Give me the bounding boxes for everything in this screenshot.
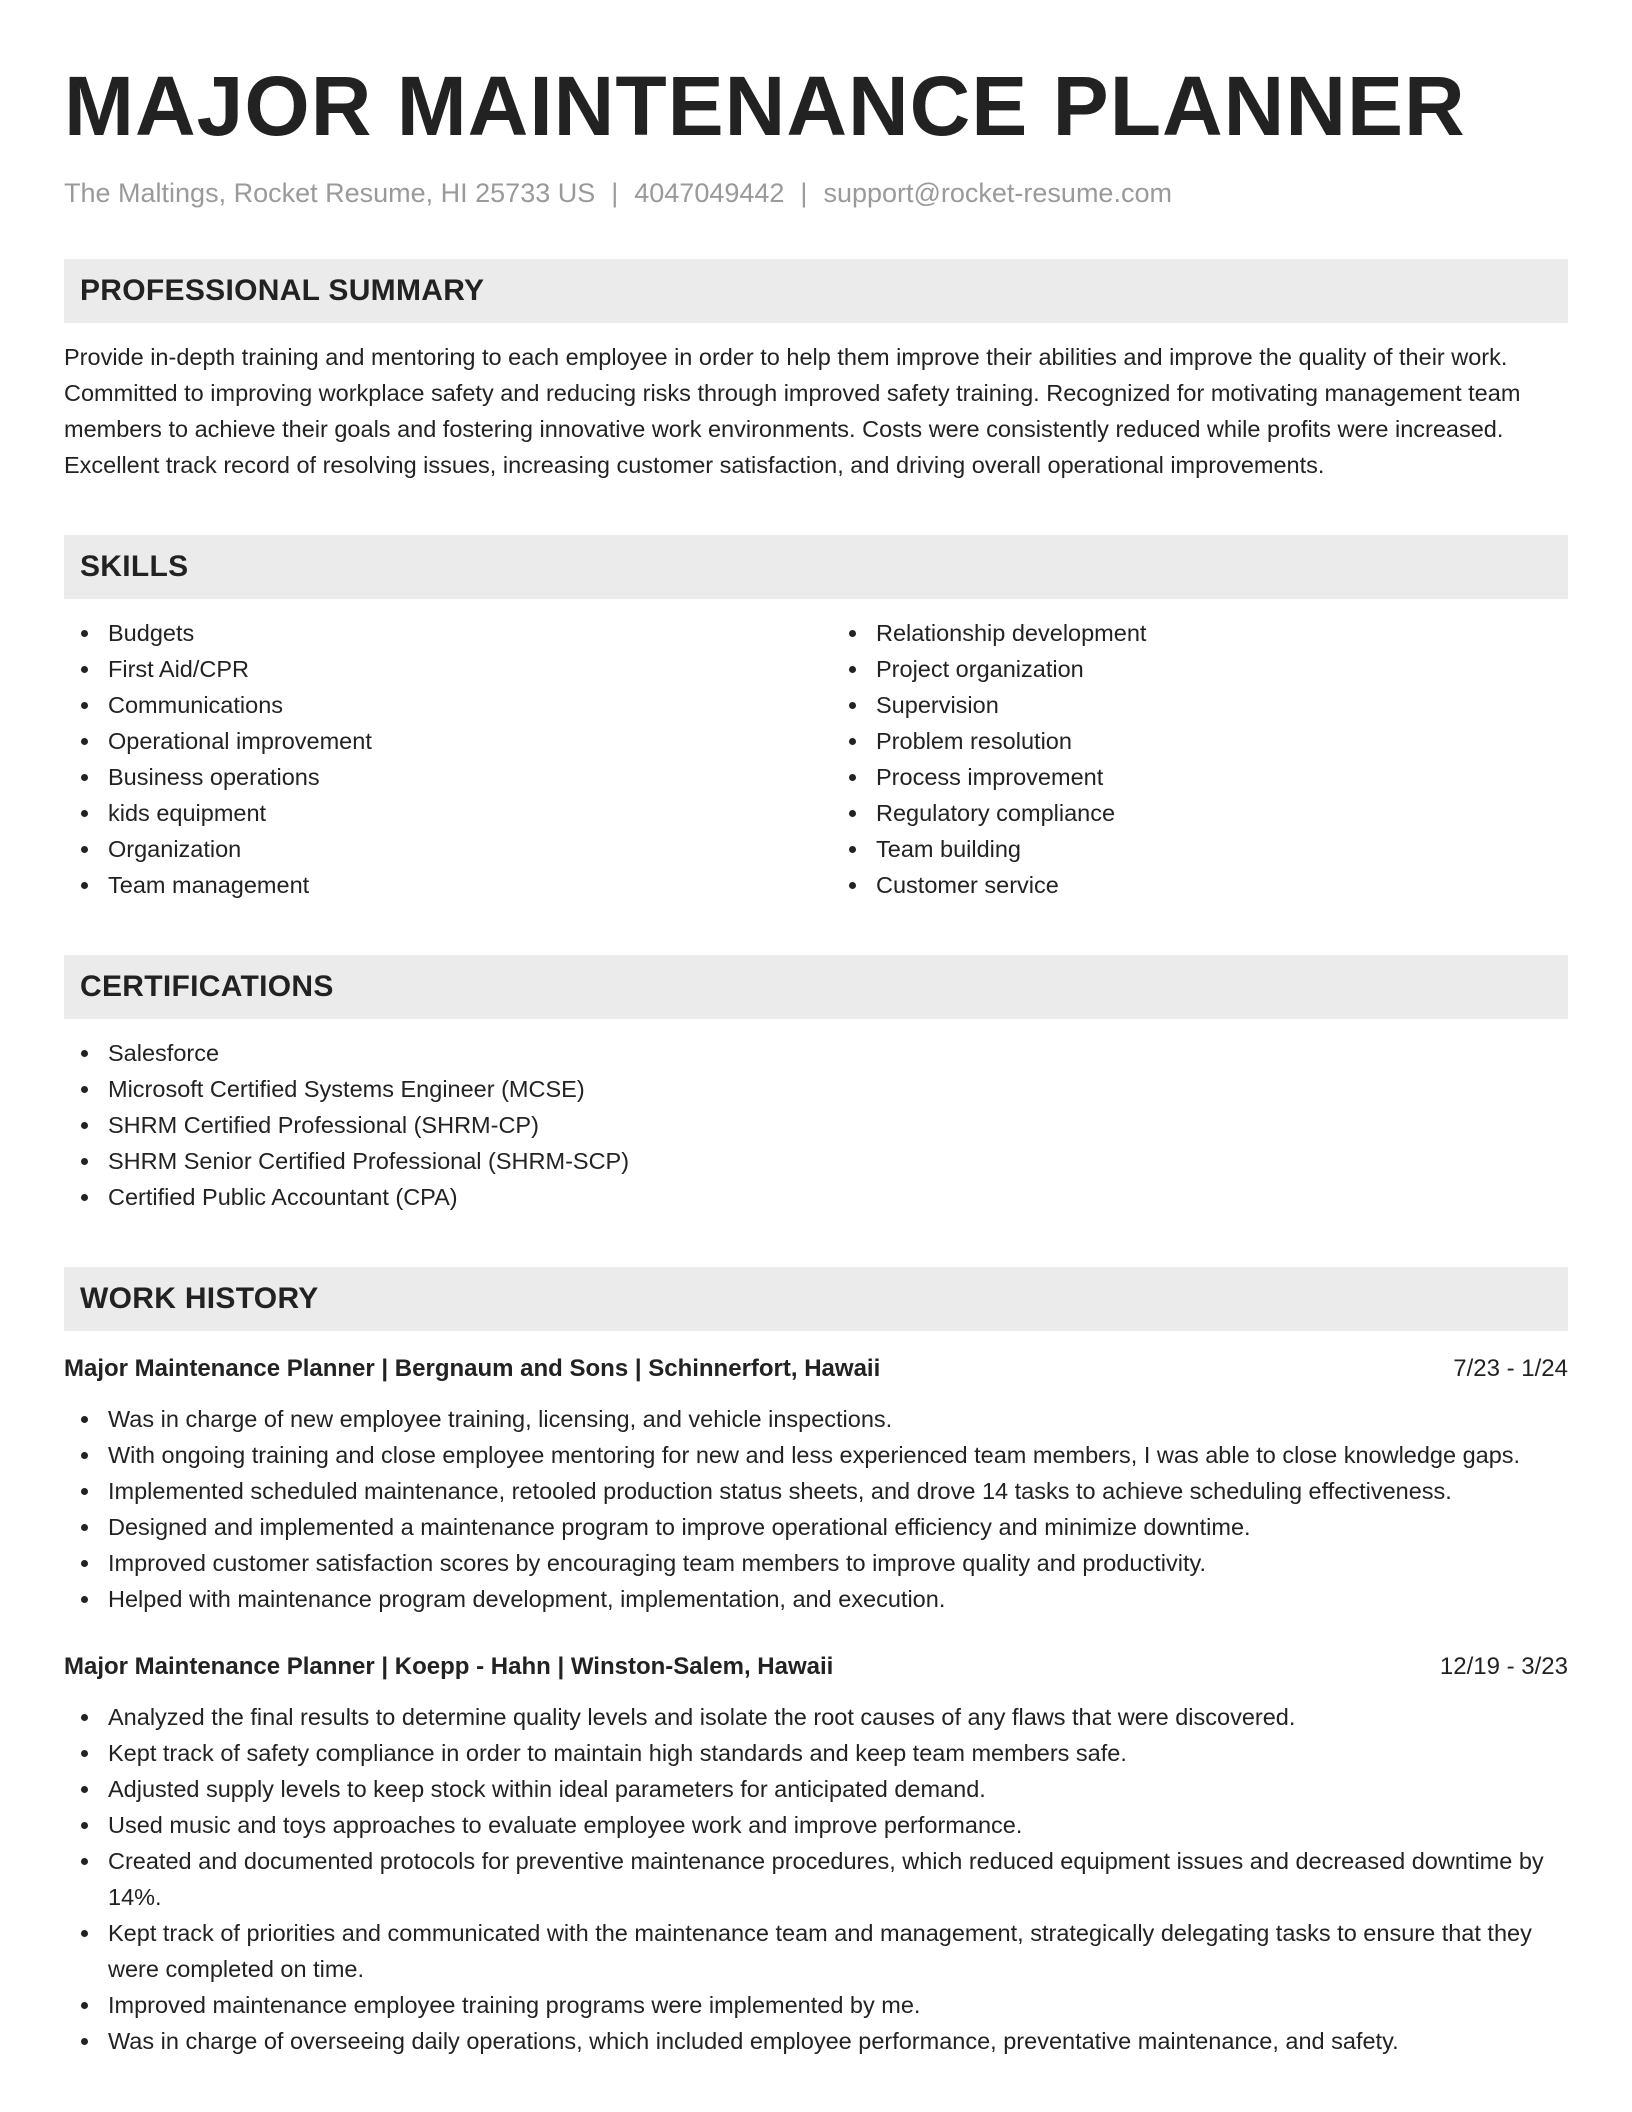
job-duty-item: Helped with maintenance program development, implementation, and execution. (64, 1581, 1568, 1617)
job-duties-list (64, 1401, 1568, 1617)
job-header (64, 1649, 1568, 1685)
skills-list (64, 615, 1568, 903)
job-entry (64, 1351, 1568, 1617)
certifications-section-header (64, 955, 1568, 1019)
work-history-section-header (64, 1267, 1568, 1331)
work-history-section-title: WORK HISTORY (80, 1282, 319, 1315)
job-duty-item: Was in charge of overseeing daily operations, which included employee performance, preventative maintenance, and safety. (64, 2023, 1568, 2059)
contact-phone: 4047049442 (634, 178, 785, 208)
skills-section-header (64, 535, 1568, 599)
job-dates: 7/23 - 1/24 (1453, 1355, 1568, 1382)
job-duty-item: Designed and implemented a maintenance program to improve operational efficiency and minimize downtime. (64, 1509, 1568, 1545)
skill-item: Supervision (832, 687, 1568, 723)
skill-item: Communications (64, 687, 816, 723)
job-header (64, 1351, 1568, 1387)
certification-item: SHRM Senior Certified Professional (SHRM-SCP) (64, 1143, 1568, 1179)
job-duty-item: Improved customer satisfaction scores by encouraging team members to improve quality and productivity. (64, 1545, 1568, 1581)
skill-item: Organization (64, 831, 816, 867)
contact-line (64, 178, 1568, 209)
skills-column-left (64, 615, 816, 903)
contact-address: The Maltings, Rocket Resume, HI 25733 US (64, 178, 596, 208)
contact-email: support@rocket-resume.com (823, 178, 1172, 208)
certification-item: SHRM Certified Professional (SHRM-CP) (64, 1107, 1568, 1143)
skills-column-right (816, 615, 1568, 903)
skill-item: Team building (832, 831, 1568, 867)
job-duty-item: Analyzed the final results to determine quality levels and isolate the root causes of any flaws that were discovered. (64, 1699, 1568, 1735)
summary-text: Provide in-depth training and mentoring to each employee in order to help them improve their abilities and improve the quality of their work. Committed to improving workplace safety and reducing risks through improved safety training. Recognized for motivating management team members to achieve their goals and fostering innovative work environments. Costs were consistently reduced while profits were increased. Excellent track record of resolving issues, increasing customer satisfaction, and driving overall operational improvements. (64, 344, 1521, 478)
skill-item: kids equipment (64, 795, 816, 831)
job-heading: Major Maintenance Planner | Koepp - Hahn | Winston-Salem, Hawaii (64, 1653, 834, 1680)
summary-section-header (64, 259, 1568, 323)
certification-item: Certified Public Accountant (CPA) (64, 1179, 1568, 1215)
skill-item: Project organization (832, 651, 1568, 687)
skill-item: Budgets (64, 615, 816, 651)
certification-item: Microsoft Certified Systems Engineer (MCSE) (64, 1071, 1568, 1107)
certifications-list (64, 1035, 1568, 1215)
job-duty-item: Created and documented protocols for preventive maintenance procedures, which reduced equipment issues and decreased downtime by 14%. (64, 1843, 1568, 1915)
contact-separator: | (611, 178, 619, 208)
contact-separator: | (800, 178, 808, 208)
skill-item: Relationship development (832, 615, 1568, 651)
skill-item: Process improvement (832, 759, 1568, 795)
job-heading: Major Maintenance Planner | Bergnaum and Sons | Schinnerfort, Hawaii (64, 1355, 881, 1382)
skill-item: Customer service (832, 867, 1568, 903)
skill-item: Business operations (64, 759, 816, 795)
job-dates: 12/19 - 3/23 (1439, 1653, 1568, 1680)
job-duties-list (64, 1699, 1568, 2059)
summary-section-title: PROFESSIONAL SUMMARY (80, 274, 485, 307)
certification-item: Salesforce (64, 1035, 1568, 1071)
skills-section-title: SKILLS (80, 550, 189, 583)
job-duty-item: Kept track of safety compliance in order to maintain high standards and keep team members safe. (64, 1735, 1568, 1771)
job-duty-item: Was in charge of new employee training, licensing, and vehicle inspections. (64, 1401, 1568, 1437)
job-duty-item: Implemented scheduled maintenance, retooled production status sheets, and drove 14 tasks to achieve scheduling effectiveness. (64, 1473, 1568, 1509)
job-duty-item: With ongoing training and close employee mentoring for new and less experienced team members, I was able to close knowledge gaps. (64, 1437, 1568, 1473)
skill-item: Team management (64, 867, 816, 903)
skill-item: Operational improvement (64, 723, 816, 759)
job-duty-item: Kept track of priorities and communicated with the maintenance team and management, strategically delegating tasks to ensure that they were completed on time. (64, 1915, 1568, 1987)
job-duty-item: Adjusted supply levels to keep stock within ideal parameters for anticipated demand. (64, 1771, 1568, 1807)
skill-item: First Aid/CPR (64, 651, 816, 687)
certifications-section-title: CERTIFICATIONS (80, 970, 334, 1003)
skill-item: Problem resolution (832, 723, 1568, 759)
job-duty-item: Improved maintenance employee training programs were implemented by me. (64, 1987, 1568, 2023)
candidate-name: MAJOR MAINTENANCE PLANNER (64, 59, 1466, 153)
skill-item: Regulatory compliance (832, 795, 1568, 831)
job-entry (64, 1649, 1568, 2059)
job-duty-item: Used music and toys approaches to evaluate employee work and improve performance. (64, 1807, 1568, 1843)
